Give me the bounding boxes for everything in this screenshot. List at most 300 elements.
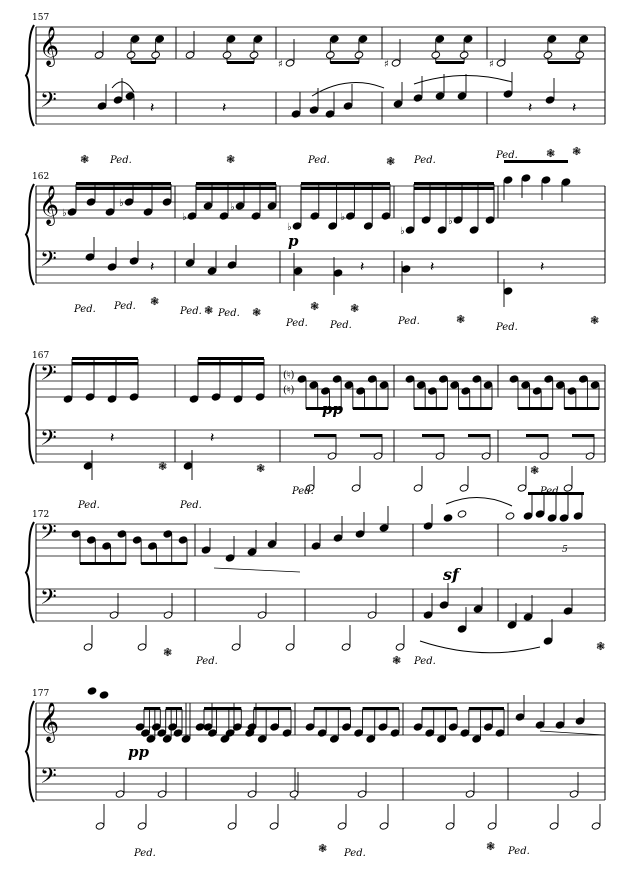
- measure-number-157: 157: [32, 13, 50, 23]
- note-head: [437, 735, 447, 743]
- pedal-release-icon: ❃: [530, 464, 540, 477]
- note-head: [503, 90, 513, 98]
- note-head: [270, 723, 280, 731]
- note-head: [185, 259, 195, 267]
- note-head: [97, 102, 107, 110]
- note-head: [423, 611, 433, 619]
- pedal-release-icon: ❃: [318, 842, 328, 855]
- beam: [198, 362, 264, 365]
- note-head: [143, 208, 153, 216]
- note-head: [115, 790, 125, 798]
- brace-icon: [26, 522, 34, 623]
- note-head: [99, 691, 109, 699]
- note-head: [152, 723, 162, 731]
- note-head: [393, 100, 403, 108]
- note-head: [549, 822, 559, 830]
- pedal-release-icon: ❃: [256, 462, 266, 475]
- note-head: [187, 212, 197, 220]
- beam: [196, 182, 276, 185]
- pedal-release-icon: ❃: [456, 313, 466, 326]
- note-head: [413, 723, 423, 731]
- note-head: [151, 51, 161, 59]
- note-head: [521, 174, 531, 182]
- note-head: [126, 51, 136, 59]
- note-head: [461, 387, 471, 395]
- note-head: [381, 212, 391, 220]
- pedal-mark: Ped.: [114, 301, 136, 312]
- note-head: [413, 94, 423, 102]
- beam: [518, 407, 553, 410]
- pedal-release-icon: ❃: [226, 153, 236, 166]
- beam: [572, 434, 594, 437]
- note-head: [227, 261, 237, 269]
- note-head: [544, 375, 554, 383]
- note-head: [327, 452, 337, 460]
- note-head: [515, 713, 525, 721]
- note-head: [305, 723, 315, 731]
- beam: [76, 187, 171, 190]
- note-head: [503, 287, 513, 295]
- note-head: [257, 611, 267, 619]
- note-head: [585, 452, 595, 460]
- note-head: [163, 530, 173, 538]
- note-head: [379, 822, 389, 830]
- note-head: [460, 729, 470, 737]
- bass-clef-icon: 𝄢: [40, 585, 57, 615]
- note-head: [509, 375, 519, 383]
- note-head: [590, 381, 600, 389]
- pedal-mark: Ped.: [196, 656, 218, 667]
- beam: [564, 407, 599, 410]
- note-head: [157, 790, 167, 798]
- pedal-release-icon: ❃: [204, 304, 214, 317]
- flat-icon: ♭: [119, 198, 124, 209]
- treble-clef-icon: 𝄞: [39, 702, 60, 742]
- note-head: [354, 729, 364, 737]
- note-head: [267, 202, 277, 210]
- half-note: [496, 59, 506, 67]
- note-head: [465, 790, 475, 798]
- pedal-mark: Ped.: [540, 486, 562, 497]
- slur: [446, 497, 512, 506]
- note-head: [189, 395, 199, 403]
- beam: [131, 61, 156, 64]
- note-head: [457, 510, 467, 518]
- note-head: [457, 625, 467, 633]
- note-head: [227, 822, 237, 830]
- pedal-release-icon: ❃: [392, 654, 402, 667]
- beam: [144, 707, 160, 710]
- note-head: [102, 542, 112, 550]
- pedal-mark: Ped.: [496, 150, 518, 161]
- note-head: [293, 267, 303, 275]
- note-head: [233, 395, 243, 403]
- note-head: [162, 198, 172, 206]
- note-head: [63, 395, 73, 403]
- note-head: [523, 512, 533, 520]
- dynamic-sf: sf: [443, 565, 459, 584]
- note-head: [269, 822, 279, 830]
- brace-icon: [26, 25, 34, 126]
- flat-icon: ♭: [448, 216, 453, 227]
- note-head: [485, 216, 495, 224]
- flat-icon: ♭: [62, 208, 67, 219]
- beam: [141, 562, 187, 565]
- note-head: [168, 723, 178, 731]
- beam: [414, 187, 494, 190]
- beam: [72, 362, 138, 365]
- beam: [166, 707, 182, 710]
- note-head: [146, 735, 156, 743]
- beam: [468, 434, 490, 437]
- pedal-release-icon: ❃: [386, 155, 396, 168]
- note-head: [425, 729, 435, 737]
- note-head: [591, 822, 601, 830]
- note-head: [225, 554, 235, 562]
- note-head: [231, 643, 241, 651]
- note-head: [563, 607, 573, 615]
- note-head: [448, 723, 458, 731]
- note-head: [328, 222, 338, 230]
- note-head: [343, 102, 353, 110]
- note-head: [435, 35, 445, 43]
- beam: [196, 187, 276, 190]
- brace-icon: [26, 363, 34, 464]
- note-head: [559, 514, 569, 522]
- note-head: [423, 522, 433, 530]
- note-head: [357, 790, 367, 798]
- note-head: [535, 510, 545, 518]
- measure-number-172: 172: [32, 510, 50, 520]
- note-head: [181, 735, 191, 743]
- note-head: [332, 375, 342, 383]
- note-head: [344, 381, 354, 389]
- note-head: [421, 216, 431, 224]
- note-head: [437, 226, 447, 234]
- note-head: [292, 222, 302, 230]
- note-head: [575, 51, 585, 59]
- note-head: [148, 542, 158, 550]
- beam: [353, 407, 388, 410]
- note-head: [367, 611, 377, 619]
- note-head: [297, 375, 307, 383]
- half-note: [391, 59, 401, 67]
- bass-clef-icon: 𝄢: [40, 361, 57, 391]
- note-head: [556, 381, 566, 389]
- pedal-release-icon: ❃: [310, 300, 320, 313]
- pedal-release-icon: ❃: [158, 460, 168, 473]
- beam: [459, 407, 492, 410]
- rest-icon: 𝄽: [210, 430, 215, 446]
- note-head: [579, 375, 589, 383]
- pedal-release-icon: ❃: [150, 295, 160, 308]
- beam: [526, 434, 548, 437]
- note-head: [495, 729, 505, 737]
- beam: [422, 434, 444, 437]
- note-head: [453, 216, 463, 224]
- sharp-icon: ♯: [278, 59, 283, 70]
- notation-layer: [62, 31, 604, 830]
- note-head: [435, 452, 445, 460]
- sharp-icon: ♯: [489, 59, 494, 70]
- note-head: [517, 484, 527, 492]
- rest-icon: 𝄽: [150, 259, 155, 275]
- rest-icon: 𝄽: [430, 259, 435, 275]
- note-head: [555, 721, 565, 729]
- pedal-mark: Ped.: [496, 322, 518, 333]
- pedal-mark: Ped.: [292, 486, 314, 497]
- note-head: [439, 601, 449, 609]
- note-head: [521, 381, 531, 389]
- pedal-mark: Ped.: [180, 306, 202, 317]
- note-head: [450, 381, 460, 389]
- note-head: [503, 176, 513, 184]
- note-head: [363, 222, 373, 230]
- note-head: [201, 546, 211, 554]
- flat-icon: ♭: [400, 226, 405, 237]
- pedal-mark: Ped.: [218, 308, 240, 319]
- beam: [314, 707, 350, 710]
- note-head: [291, 110, 301, 118]
- note-head: [439, 375, 449, 383]
- note-head: [87, 687, 97, 695]
- pedal-release-icon: ❃: [572, 145, 582, 158]
- note-head: [207, 267, 217, 275]
- note-head: [459, 51, 469, 59]
- beam: [72, 357, 138, 360]
- bass-clef-icon: 𝄢: [40, 520, 57, 550]
- treble-clef-icon: 𝄞: [39, 26, 60, 66]
- note-head: [105, 208, 115, 216]
- note-head: [220, 735, 230, 743]
- pedal-mark: Ped.: [286, 318, 308, 329]
- note-head: [124, 198, 134, 206]
- flat-icon: ♭: [230, 202, 235, 213]
- note-head: [579, 35, 589, 43]
- measure-number-177: 177: [32, 689, 50, 699]
- half-note: [94, 51, 104, 59]
- note-head: [545, 96, 555, 104]
- flat-icon: ♭: [287, 222, 292, 233]
- note-head: [469, 226, 479, 234]
- note-head: [473, 605, 483, 613]
- note-head: [173, 729, 183, 737]
- rest-icon: 𝄽: [110, 430, 115, 446]
- rest-icon: 𝄽: [572, 100, 577, 116]
- dynamic-pp: pp: [322, 400, 343, 418]
- note-head: [235, 202, 245, 210]
- note-head: [107, 263, 117, 271]
- treble-clef-icon: 𝄞: [39, 185, 60, 225]
- note-head: [379, 381, 389, 389]
- slur: [112, 82, 134, 92]
- pedal-mark: Ped.: [74, 304, 96, 315]
- note-head: [539, 452, 549, 460]
- hairpin: [540, 731, 604, 735]
- note-head: [547, 514, 557, 522]
- note-head: [162, 735, 172, 743]
- pedal-mark: Ped.: [414, 656, 436, 667]
- pedal-mark: Ped.: [78, 500, 100, 511]
- note-head: [413, 484, 423, 492]
- note-head: [569, 790, 579, 798]
- note-head: [401, 265, 411, 273]
- note-head: [435, 92, 445, 100]
- note-head: [95, 822, 105, 830]
- pedal-mark: Ped.: [180, 500, 202, 511]
- note-head: [129, 393, 139, 401]
- note-head: [226, 35, 236, 43]
- note-head: [71, 530, 81, 538]
- dynamic-p: p: [288, 232, 299, 250]
- rest-icon: 𝄽: [222, 100, 227, 116]
- measure-number-162: 162: [32, 172, 50, 182]
- note-head: [137, 643, 147, 651]
- note-head: [178, 536, 188, 544]
- note-head: [472, 735, 482, 743]
- note-head: [487, 822, 497, 830]
- note-head: [543, 637, 553, 645]
- note-head: [247, 790, 257, 798]
- pedal-release-icon: ❃: [596, 640, 606, 653]
- note-head: [113, 96, 123, 104]
- note-head: [395, 643, 405, 651]
- beam: [314, 434, 336, 437]
- slur: [420, 641, 540, 653]
- note-head: [368, 375, 378, 383]
- beam: [204, 707, 241, 710]
- note-head: [289, 790, 299, 798]
- beam: [227, 61, 254, 64]
- flat-icon: ♭: [340, 212, 346, 223]
- rest-icon: 𝄽: [528, 100, 533, 116]
- note-head: [137, 822, 147, 830]
- note-head: [379, 524, 389, 532]
- rest-icon: 𝄽: [150, 100, 155, 116]
- measure-number-167: 167: [32, 351, 50, 361]
- note-head: [129, 257, 139, 265]
- beam: [422, 707, 457, 710]
- pedal-release-icon: ❃: [163, 646, 173, 659]
- note-head: [366, 735, 376, 743]
- note-head: [195, 723, 205, 731]
- note-head: [247, 548, 257, 556]
- note-head: [333, 269, 343, 277]
- note-head: [85, 253, 95, 261]
- sharp-icon: ♯: [384, 59, 389, 70]
- beam: [301, 187, 390, 190]
- note-head: [481, 452, 491, 460]
- note-head: [428, 387, 438, 395]
- note-head: [222, 51, 232, 59]
- note-head: [445, 822, 455, 830]
- pedal-mark: Ped.: [344, 848, 366, 859]
- note-head: [563, 484, 573, 492]
- pedal-mark: Ped.: [330, 320, 352, 331]
- beam: [436, 61, 464, 64]
- note-head: [507, 621, 517, 629]
- note-head: [341, 643, 351, 651]
- note-head: [282, 729, 292, 737]
- note-head: [523, 613, 533, 621]
- flat-icon: ♭: [182, 212, 187, 223]
- note-head: [285, 643, 295, 651]
- bass-clef-icon: 𝄢: [40, 764, 57, 794]
- note-head: [325, 110, 335, 118]
- note-head: [155, 35, 165, 43]
- beam: [414, 407, 447, 410]
- note-head: [245, 729, 255, 737]
- staff-lines: [26, 25, 605, 802]
- note-head: [405, 375, 415, 383]
- note-head: [211, 393, 221, 401]
- beam: [548, 61, 580, 64]
- note-head: [431, 51, 441, 59]
- note-head: [543, 51, 553, 59]
- half-note: [185, 51, 195, 59]
- rest-icon: 𝄽: [360, 259, 365, 275]
- note-head: [443, 514, 453, 522]
- beam: [330, 61, 359, 64]
- note-head: [310, 212, 320, 220]
- note-head: [459, 484, 469, 492]
- note-head: [157, 729, 167, 737]
- beam: [414, 182, 494, 185]
- note-head: [203, 202, 213, 210]
- note-head: [405, 226, 415, 234]
- beam: [198, 357, 264, 360]
- note-head: [109, 611, 119, 619]
- note-head: [472, 375, 482, 383]
- note-head: [351, 484, 361, 492]
- dynamic-pp-2: pp: [128, 743, 149, 761]
- beam: [254, 707, 291, 710]
- note-head: [567, 387, 577, 395]
- note-head: [255, 393, 265, 401]
- note-head: [251, 212, 261, 220]
- note-head: [358, 35, 368, 43]
- note-head: [85, 393, 95, 401]
- note-head: [356, 387, 366, 395]
- note-head: [483, 381, 493, 389]
- note-head: [132, 536, 142, 544]
- pedal-release-icon: ❃: [590, 314, 600, 327]
- pedal-release-icon: ❃: [252, 306, 262, 319]
- beam: [301, 182, 390, 185]
- note-head: [416, 381, 426, 389]
- note-head: [321, 387, 331, 395]
- pedal-release-icon: ❃: [486, 840, 496, 853]
- note-head: [330, 735, 340, 743]
- note-head: [457, 92, 467, 100]
- note-head: [249, 51, 259, 59]
- beam: [363, 707, 399, 710]
- note-head: [547, 35, 557, 43]
- pedal-release-icon: ❃: [546, 147, 556, 160]
- note-head: [83, 462, 93, 470]
- slur: [414, 75, 512, 84]
- pedal-mark: Ped.: [308, 155, 330, 166]
- note-head: [541, 176, 551, 184]
- note-head: [125, 92, 135, 100]
- note-head: [135, 723, 145, 731]
- note-head: [390, 729, 400, 737]
- note-head: [83, 643, 93, 651]
- note-head: [107, 395, 117, 403]
- note-head: [505, 512, 515, 520]
- beam: [360, 434, 382, 437]
- note-head: [378, 723, 388, 731]
